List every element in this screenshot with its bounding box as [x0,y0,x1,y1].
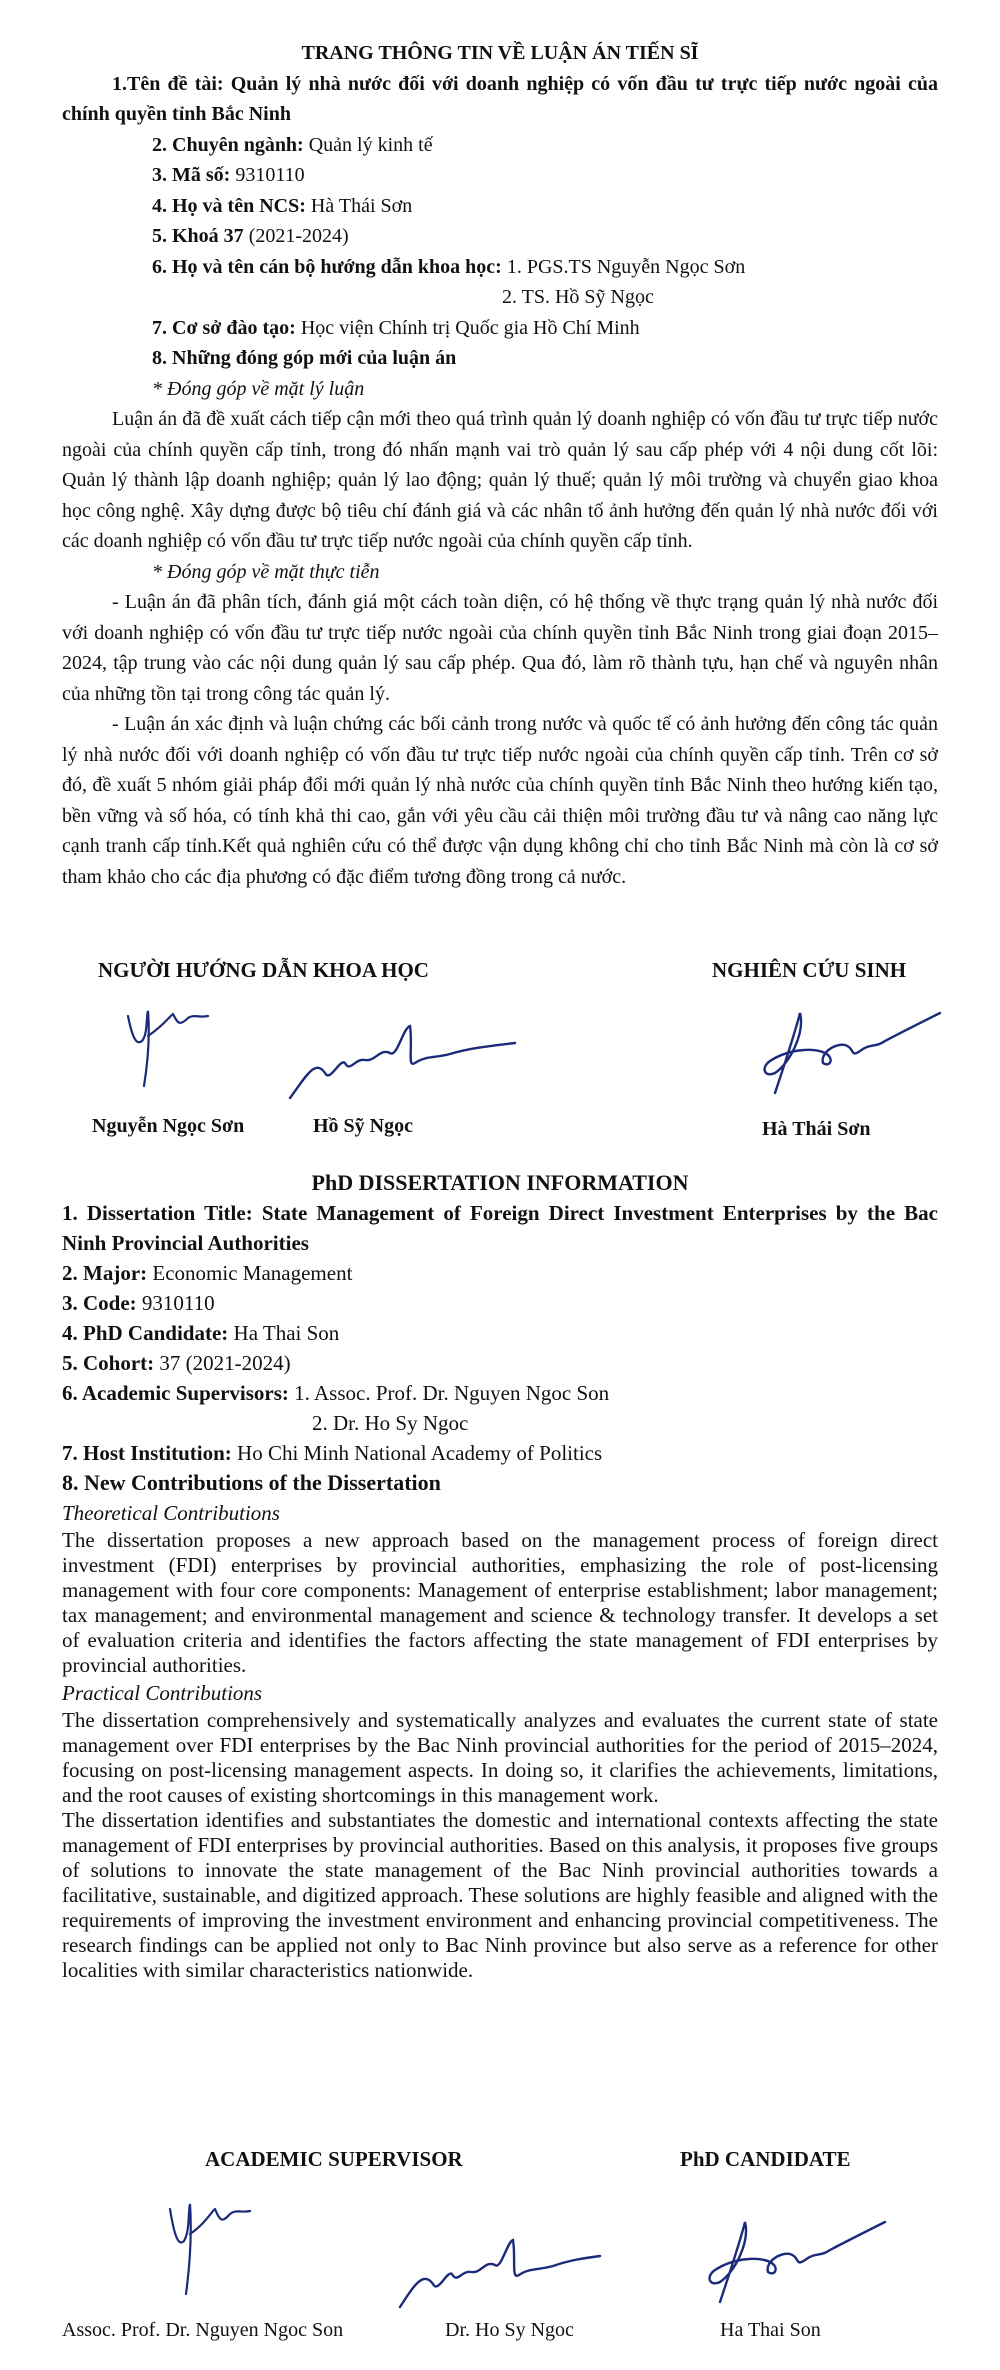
vn-cohort-label: 5. Khoá 37 [152,225,244,247]
vn-code [62,160,938,191]
vn-code-label: 3. Mã số: [152,164,231,186]
vn-code-value: 9310110 [230,164,305,186]
vn-practice-text-2: - Luận án xác định và luận chứng các bối cảnh trong nước và quốc tế có ảnh hưởng đến công tác quản lý nhà nước đối với doanh nghiệp có vốn đầu tư trực tiếp nước ngoài của chính quyền cấp tỉnh. Trên cơ sở đó, đề xuất 5 nhóm giải pháp đổi mới quản lý nhà nước của chính quyền tỉnh Bắc Ninh theo hướng kiến tạo, bền vững và số hóa, có tính khả thi cao, gắn với yêu cầu cải thiện môi trường đầu tư và nâng cao năng lực cạnh tranh cấp tỉnh.Kết quả nghiên cứu có thể được vận dụng không chỉ cho tỉnh Bắc Ninh mà còn là cơ sở tham khảo cho các địa phương có đặc điểm tương đồng trong cả nước. [62,713,938,888]
vn-supervisors-label: 6. Họ và tên cán bộ hướng dẫn khoa học: [152,255,502,278]
vn-candidate-label: 4. Họ và tên NCS: [152,194,306,217]
vn-sig-name-1: Nguyễn Ngọc Sơn [92,1115,245,1137]
vn-signature-supervisor-1 [118,996,228,1091]
en-sig-name-3: Ha Thai Son [720,2319,821,2341]
en-supervisor-2: 2. Dr. Ho Sy Ngoc [312,1411,469,1435]
en-practice-text-2: The dissertation identifies and substantiates the domestic and international contexts affecting the state management of FDI enterprises by provincial authorities. Based on this analysis, it proposes five groups of solutions to innovate the state management of the Bac Ninh provincial authorities towards a facilitative, sustainable, and digitized approach. These solutions are highly feasible and aligned with the requirements of improving the investment environment and enhancing provincial competitiveness. The research findings can be applied not only to Bac Ninh province but also serve as a reference for other localities with similar characteristics nationwide. [62,1808,938,1982]
en-candidate-heading: PhD CANDIDATE [680,2147,851,2171]
vn-supervisor-2: 2. TS. Hồ Sỹ Ngọc [502,286,654,308]
vn-major [62,130,938,161]
vn-institution-label: 7. Cơ sở đào tạo: [152,316,296,339]
en-theory-label: Theoretical Contributions [62,1501,280,1525]
en-supervisor-heading: ACADEMIC SUPERVISOR [205,2147,463,2171]
vn-practice-label: * Đóng góp về mặt thực tiễn [152,560,380,583]
en-major-label: 2. Major: [62,1261,148,1285]
vn-title-line: 1.Tên đề tài: Quản lý nhà nước đối với doanh nghiệp có vốn đầu tư trực tiếp nước ngoài của chính quyền tỉnh Bắc Ninh [62,72,938,125]
en-signature-block [0,2147,1000,2362]
vn-sig-name-3: Hà Thái Sơn [762,1118,871,1140]
vn-institution [62,313,938,344]
vn-candidate-value: Hà Thái Sơn [305,194,413,217]
vietnamese-section [62,38,938,892]
en-candidate-value: Ha Thai Son [228,1321,340,1345]
en-signature-candidate [690,2202,890,2312]
en-title-label: 1. Dissertation Title: [62,1201,253,1225]
en-heading: PhD DISSERTATION INFORMATION [311,1170,689,1195]
en-contrib-heading: 8. New Contributions of the Dissertation [62,1470,441,1495]
vn-candidate [62,191,938,222]
en-institution [62,1438,938,1468]
en-signature-supervisor-1 [160,2189,270,2299]
en-code-label: 3. Code: [62,1291,137,1315]
vn-theory-label: * Đóng góp về mặt lý luận [152,377,365,400]
vn-institution-value: Học viện Chính trị Quốc gia Hồ Chí Minh [295,316,640,339]
en-major-value: Economic Management [147,1261,353,1285]
en-signature-supervisor-2 [395,2232,605,2317]
vn-sig-name-2: Hồ Sỹ Ngọc [313,1115,413,1137]
vn-signature-block [0,958,1000,1158]
vn-supervisors [62,252,938,283]
en-practice-text-1: The dissertation comprehensively and systematically analyzes and evaluates the current state of state management over FDI enterprises by the Bac Ninh provincial authorities for the period of 2015–2024, focusing on post-licensing management aspects. In doing so, it clarifies the achievements, limitations, and the root causes of existing shortcomings in this management work. [62,1708,938,1807]
en-major [62,1258,938,1288]
en-code [62,1288,938,1318]
vn-heading: TRANG THÔNG TIN VỀ LUẬN ÁN TIẾN SĨ [301,42,699,64]
vn-major-label: 2. Chuyên ngành: [152,133,304,156]
en-sig-name-2: Dr. Ho Sy Ngoc [445,2319,574,2341]
en-theory-text: The dissertation proposes a new approach based on the management process of foreign direct investment (FDI) enterprises by provincial authorities, emphasizing the role of post-licensing management with four core components: Management of enterprise establishment; labor management; tax management; and environmental management and science & technology transfer. It develops a set of evaluation criteria and identifies the factors affecting the state management of FDI enterprises by provincial authorities. [62,1528,938,1677]
en-supervisors-label: 6. Academic Supervisors: [62,1381,289,1405]
en-title-value: State Management of Foreign Direct Investment Enterprises by the Bac Ninh Provincial Authorities [62,1201,938,1255]
en-supervisors [62,1378,938,1408]
en-practice-label: Practical Contributions [62,1681,263,1705]
vn-candidate-heading: NGHIÊN CỨU SINH [712,958,907,982]
en-title [62,1198,938,1258]
en-candidate-label: 4. PhD Candidate: [62,1321,229,1345]
vn-signature-supervisor-2 [285,1018,525,1108]
vn-practice-text-1: - Luận án đã phân tích, đánh giá một cách toàn diện, có hệ thống về thực trạng quản lý nhà nước đối với doanh nghiệp có vốn đầu tư trực tiếp nước ngoài của chính quyền tỉnh Bắc Ninh trong giai đoạn 2015–2024, tập trung vào các nội dung quản lý sau cấp phép. Qua đó, làm rõ thành tựu, hạn chế và nguyên nhân của những tồn tại trong công tác quản lý. [62,591,938,705]
en-cohort [62,1348,938,1378]
vn-major-value: Quản lý kinh tế [303,133,433,156]
en-code-value: 9310110 [136,1291,215,1315]
vn-supervisor-1: 1. PGS.TS Nguyễn Ngọc Sơn [501,255,746,278]
vn-cohort [62,221,938,252]
en-cohort-value: 37 (2021-2024) [154,1351,291,1375]
en-sig-name-1: Assoc. Prof. Dr. Nguyen Ngoc Son [62,2319,344,2341]
en-cohort-label: 5. Cohort: [62,1351,155,1375]
vn-signature-candidate [745,993,945,1103]
en-candidate [62,1318,938,1348]
en-institution-label: 7. Host Institution: [62,1441,232,1465]
en-supervisor-1: 1. Assoc. Prof. Dr. Nguyen Ngoc Son [288,1381,610,1405]
vn-theory-text: Luận án đã đề xuất cách tiếp cận mới theo quá trình quản lý doanh nghiệp có vốn đầu tư trực tiếp nước ngoài của chính quyền cấp tỉnh, trong đó nhấn mạnh vai trò quản lý sau cấp phép với 4 nội dung cốt lõi: Quản lý thành lập doanh nghiệp; quản lý lao động; quản lý thuế; quản lý môi trường và chuyển giao khoa học công nghệ. Xây dựng được bộ tiêu chí đánh giá và các nhân tố ảnh hưởng đến quản lý nhà nước đối với các doanh nghiệp có vốn đầu tư trực tiếp nước ngoài của chính quyền cấp tỉnh. [62,408,938,552]
vn-cohort-value: (2021-2024) [243,225,349,247]
vn-supervisor-heading: NGƯỜI HƯỚNG DẪN KHOA HỌC [98,958,429,982]
en-institution-value: Ho Chi Minh National Academy of Politics [231,1441,603,1465]
english-section [62,1168,938,1983]
vn-contrib-heading: 8. Những đóng góp mới của luận án [152,347,457,369]
